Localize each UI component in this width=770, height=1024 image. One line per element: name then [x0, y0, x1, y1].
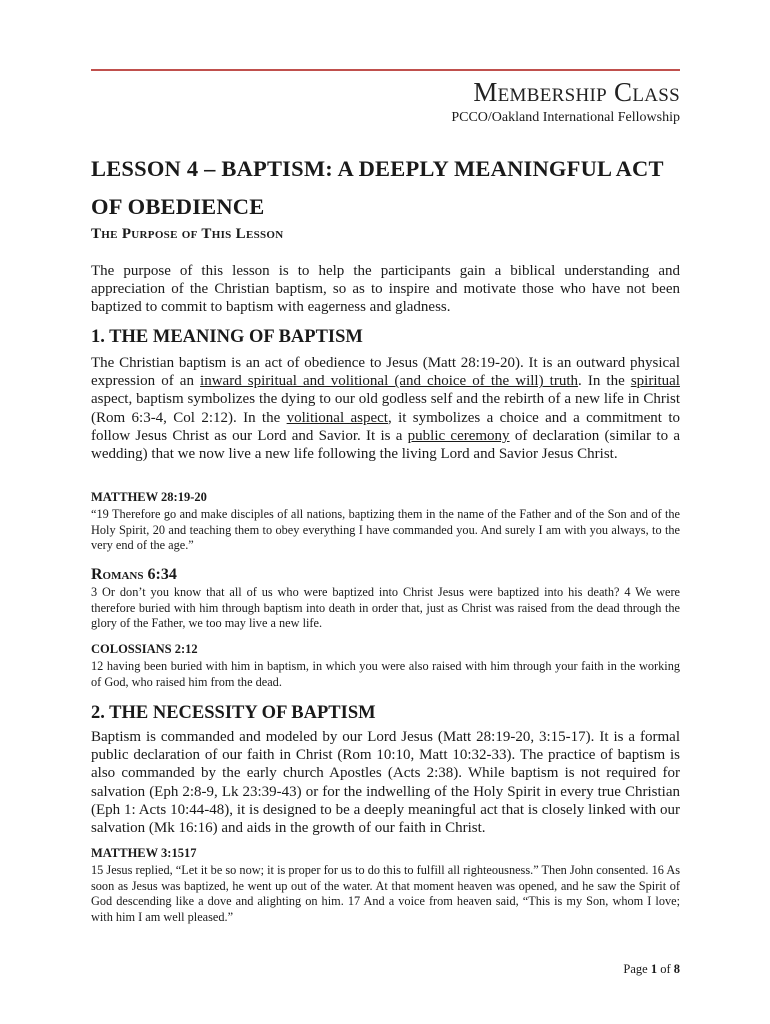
verse-text: “19 Therefore go and make disciples of all nations, baptizing them in the name of the Father and of the Son and of the Holy Spirit, 20 and teaching them to obey everything I have commanded you. And surely I am with you always, to the very end of the age.” [91, 507, 680, 552]
verse-text: 3 Or don’t you know that all of us who were baptized into Christ Jesus were baptized into his death? 4 We were therefore buried with him through baptism into death in order that, just as Christ was raised from the dead through the glory of the Father, we too may live a new life. [91, 585, 680, 630]
verse-reference: COLOSSIANS 2:12 [91, 642, 198, 656]
underlined-phrase: inward spiritual and volitional (and choice of the will) truth [200, 373, 578, 390]
underlined-phrase: volitional aspect [286, 409, 388, 426]
document-title: Membership Class [473, 77, 680, 107]
section-2-paragraph: Baptism is commanded and modeled by our Lord Jesus (Matt 28:19-20, 3:15-17). It is a formal public declaration of our faith in Christ (Rom 10:10, Matt 10:32-33). The practice of baptism is also commanded by the early church Apostles (Acts 2:38). While baptism is not required for salvation (Eph 2:8-9, Lk 23:39-43) or for the indwelling of the Holy Spirit in every true Christian (Eph 1: Acts 10:44-48), it is designed to be a deeply meaningful act that is closely linked with our salvation (Mk 16:16) and aids in the growth of our faith in Christ. [91, 729, 680, 837]
purpose-heading: The Purpose of This Lesson [91, 226, 284, 242]
section-2-heading: 2. THE NECESSITY OF BAPTISM [91, 703, 376, 723]
underlined-phrase: spiritual [630, 373, 680, 390]
verse-text: 15 Jesus replied, “Let it be so now; it is proper for us to do this to fulfill all righteousness.” Then John consented. 16 As soon as Jesus was baptized, he went up out of the water. At that moment heaven was opened, and he saw the Spirit of God descending like a dove and alighting on him. 17 And a voice from heaven said, “This is my Son, whom I love; with him I am well pleased.” [91, 863, 680, 924]
verse-reference: MATTHEW 28:19-20 [91, 490, 207, 504]
underlined-phrase: public ceremony [407, 427, 510, 444]
section-1-heading: 1. THE MEANING OF BAPTISM [91, 327, 363, 347]
page-total: 8 [673, 962, 680, 976]
page-number: 1 [650, 962, 658, 976]
lesson-title: LESSON 4 – BAPTISM: A DEEPLY MEANINGFUL ACT OF OBEDIENCE [91, 156, 664, 219]
page-footer: Page 1 of 8 [623, 962, 680, 976]
purpose-paragraph: The purpose of this lesson is to help the participants gain a biblical understanding and appreciation of the Christian baptism, so as to inspire and motivate those who have not been baptized to commit to baptism with eagerness and gladness. [91, 263, 680, 316]
verse-text: 12 having been buried with him in baptism, in which you were also raised with him through your faith in the working of God, who raised him from the dead. [91, 659, 680, 689]
verse-reference: Romans 6:34 [91, 566, 177, 583]
organization-name: PCCO/Oakland International Fellowship [451, 110, 680, 125]
header-rule [91, 69, 680, 71]
verse-reference: MATTHEW 3:1517 [91, 846, 197, 860]
section-1-paragraph: The Christian baptism is an act of obedience to Jesus (Matt 28:19-20). It is an outward physical expression of an inward spiritual and volitional (and choice of the will) truth. In the spiritual aspect, baptism symbolizes the dying to our old godless self and the rebirth of a new life in Christ (Rom 6:3-4, Col 2:12). In the volitional aspect, it symbolizes a choice and a commitment to follow Jesus Christ as our Lord and Savior. It is a public ceremony of declaration (similar to a wedding) that we now live a new life following the living Lord and Savior Jesus Christ. [91, 355, 680, 463]
